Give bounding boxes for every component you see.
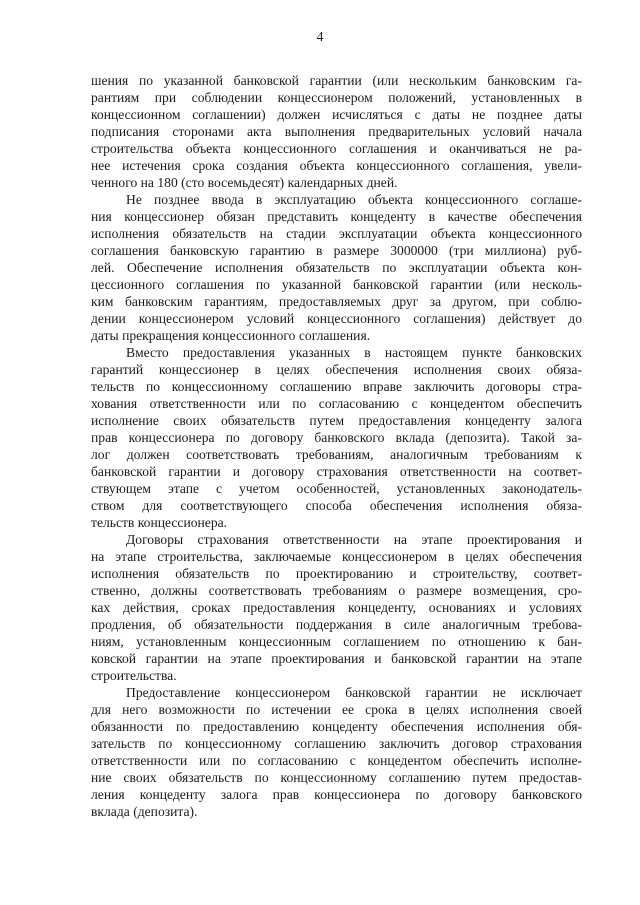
page-number: 4 [316,30,324,45]
text-line: строительства. [91,668,177,683]
text-line: шения по указанной банковской гарантии (или нескольким банковским га- [91,73,582,88]
text-line: Договоры страхования ответственности на этапе проектирования и [126,532,582,547]
paragraph [91,531,582,684]
text-line: Предоставление концессионером банковской гарантии не исключает [126,685,582,700]
text-line: ствующем этапе с учетом особенностей, установленных законодатель- [91,481,582,496]
text-line: прав концессионера по договору банковского вклада (депозита). Такой за- [91,430,582,445]
text-line: лог должен соответствовать требованиям, аналогичным требованиям к [91,447,582,462]
text-line: хования ответственности или по согласованию с концедентом обеспечить [91,396,582,411]
text-line: исполнение своих обязательств путем предоставления концеденту залога [91,413,582,428]
text-line: тельств по концессионному соглашению вправе заключить договоры стра- [91,379,582,394]
text-line: Не позднее ввода в эксплуатацию объекта концессионного соглаше- [126,192,582,207]
text-line: лей. Обеспечение исполнения обязательств по эксплуатации объекта кон- [91,260,582,275]
text-line: ченного на 180 (сто восемьдесят) календарных дней. [91,175,398,190]
paragraph [91,72,582,191]
text-line: подписания сторонами акта выполнения предварительных условий начала [91,124,582,139]
text-line: банковской гарантии и договору страхования ответственности на соответ- [91,464,582,479]
text-line: обязанности по предоставлению концеденту обеспечения исполнения обя- [91,719,582,734]
text-line: продления, об обязательности поддержания в силе аналогичным требова- [91,617,582,632]
text-line: исполнения обязательств на стадии эксплуатации объекта концессионного [91,226,582,241]
paragraph [91,344,582,531]
text-line: ния концессионер обязан представить концеденту в качестве обеспечения [91,209,582,224]
text-line: ках действия, сроках предоставления концеденту, основаниях и условиях [91,600,582,615]
text-line: концессионном соглашении) должен исчисляться с даты не позднее даты [91,107,582,122]
text-line: ответственности или по согласованию с концедентом обеспечить исполне- [91,753,582,768]
text-line: на этапе строительства, заключаемые концессионером в целях обеспечения [91,549,582,564]
paragraph [91,191,582,344]
text-line: цессионного соглашения по указанной банковской гарантии (или несколь- [91,277,582,292]
text-line: ние своих обязательств по концессионному соглашению путем предостав- [91,770,582,785]
text-line: тельств концессионера. [91,515,228,530]
text-line: ниям, установленным концессионным соглашением по отношению к бан- [91,634,582,649]
text-line: строительства объекта концессионного соглашения и оканчиваться не ра- [91,141,582,156]
text-line: рантиям при соблюдении концессионером положений, установленных в [91,90,582,105]
text-line: дении концессионером условий концессионного соглашения) действует до [91,311,582,326]
text-line: Вместо предоставления указанных в настоящем пункте банковских [126,345,582,360]
text-line: гарантий концессионер в целях обеспечения исполнения своих обяза- [91,362,582,377]
text-line: ственно, должны соответствовать требованиям о размере возмещения, сро- [91,583,582,598]
text-line: зательств по концессионному соглашению заключить договор страхования [91,736,582,751]
text-line: для него возможности по истечении ее срока в целях исполнения своей [91,702,582,717]
text-line: соглашения банковскую гарантию в размере 3000000 (три миллиона) руб- [91,243,582,258]
text-line: ления концеденту залога прав концессионера по договору банковского [91,787,582,802]
text-line: ким банковским гарантиям, предоставляемых друг за другом, при соблю- [91,294,582,309]
text-line: ковской гарантии на этапе проектирования и банковской гарантии на этапе [91,651,582,666]
text-line: даты прекращения концессионного соглашения. [91,328,371,343]
text-line: исполнения обязательств по проектированию и строительству, соответ- [91,566,582,581]
text-line: вклада (депозита). [91,804,198,819]
text-line: нее истечения срока создания объекта концессионного соглашения, увели- [91,158,582,173]
document-body [91,72,582,820]
paragraph [91,684,582,820]
text-line: ством для соответствующего способа обеспечения исполнения обяза- [91,498,582,513]
